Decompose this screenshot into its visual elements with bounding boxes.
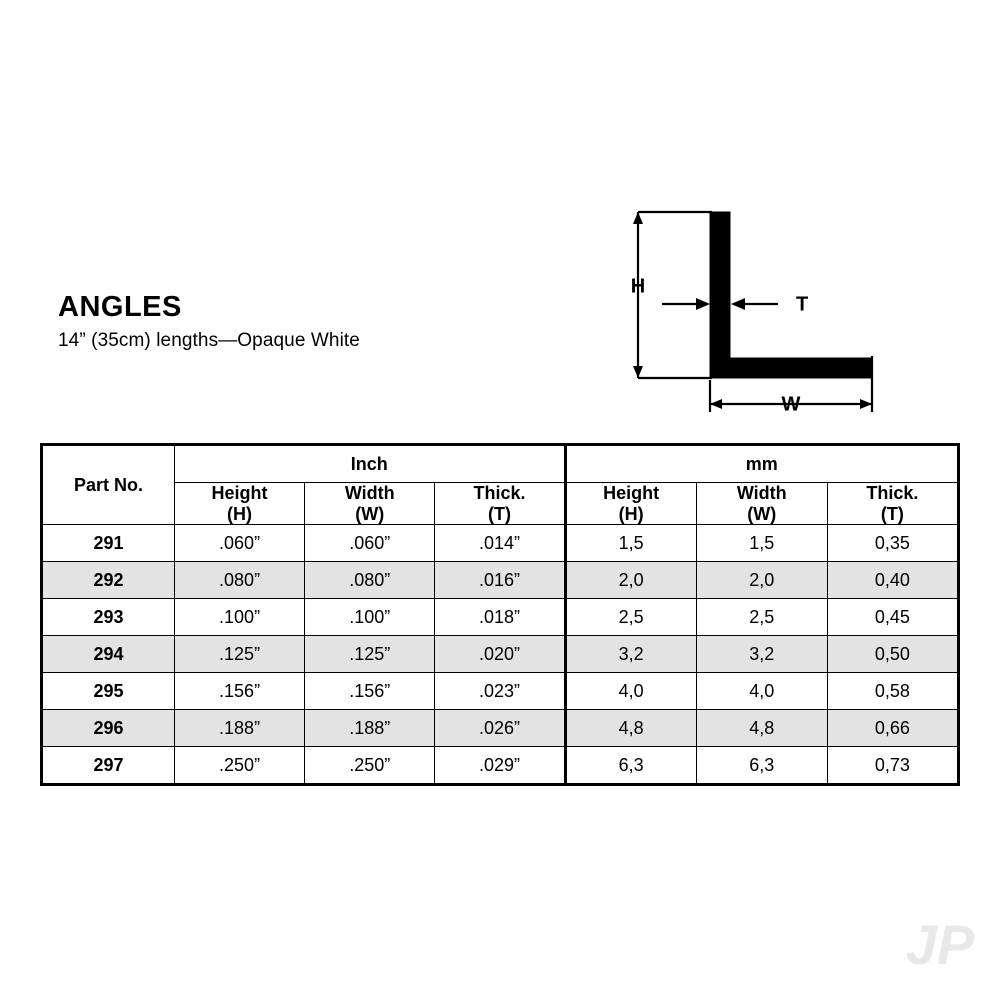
thickness-arrow-right-icon — [696, 298, 710, 310]
table-row — [42, 747, 959, 785]
cell-mm-height: 6,3 — [565, 747, 696, 785]
cell-mm-thickness: 0,50 — [827, 636, 958, 673]
col-header-inch-height-line1: Height — [211, 483, 268, 503]
cell-inch-height: .156” — [174, 673, 304, 710]
cell-inch-thickness: .023” — [435, 673, 565, 710]
cell-mm-height: 2,0 — [565, 562, 696, 599]
table-row — [42, 673, 959, 710]
specification-table — [40, 443, 960, 786]
table-column-header-row — [42, 483, 959, 525]
cell-inch-height: .080” — [174, 562, 304, 599]
jp-watermark-logo — [900, 912, 980, 982]
col-header-inch-thickness-line1: Thick. — [473, 483, 526, 503]
col-header-mm-height-line2: (H) — [618, 503, 644, 524]
width-label: W — [781, 393, 801, 416]
angle-profile-diagram — [600, 190, 900, 420]
cell-mm-width: 4,0 — [696, 673, 827, 710]
cell-inch-width: .125” — [305, 636, 435, 673]
col-header-inch-width — [305, 483, 435, 525]
cell-inch-width: .080” — [305, 562, 435, 599]
cell-inch-width: .156” — [305, 673, 435, 710]
col-header-inch-width-line2: (W) — [355, 503, 385, 524]
col-header-mm-thickness-line1: Thick. — [866, 483, 919, 503]
cell-mm-height: 3,2 — [565, 636, 696, 673]
cell-inch-thickness: .026” — [435, 710, 565, 747]
table-row — [42, 562, 959, 599]
cell-inch-thickness: .014” — [435, 525, 565, 562]
col-header-mm-width-line1: Width — [736, 483, 787, 503]
cell-part-no: 292 — [42, 562, 175, 599]
col-header-mm-width — [696, 483, 827, 525]
cell-inch-thickness: .018” — [435, 599, 565, 636]
cell-mm-thickness: 0,35 — [827, 525, 958, 562]
cell-mm-height: 2,5 — [565, 599, 696, 636]
angle-cross-section-shape — [710, 212, 872, 378]
col-header-inch-height-line2: (H) — [227, 503, 253, 524]
page-title: ANGLES — [58, 291, 182, 323]
cell-inch-height: .250” — [174, 747, 304, 785]
col-header-inch-width-line1: Width — [344, 483, 395, 503]
col-group-header-inch: Inch — [174, 445, 565, 483]
cell-inch-thickness: .020” — [435, 636, 565, 673]
col-header-inch-thickness — [435, 483, 565, 525]
cell-mm-thickness: 0,40 — [827, 562, 958, 599]
table-row — [42, 599, 959, 636]
col-header-part-no: Part No. — [42, 445, 175, 525]
cell-mm-width: 2,5 — [696, 599, 827, 636]
cell-inch-height: .100” — [174, 599, 304, 636]
cell-mm-width: 4,8 — [696, 710, 827, 747]
cell-mm-thickness: 0,73 — [827, 747, 958, 785]
col-header-mm-thickness-line2: (T) — [880, 503, 904, 524]
cell-part-no: 291 — [42, 525, 175, 562]
title-block — [58, 292, 578, 352]
col-header-mm-width-line2: (W) — [747, 503, 777, 524]
col-header-mm-height — [565, 483, 696, 525]
cell-mm-height: 1,5 — [565, 525, 696, 562]
cell-mm-height: 4,8 — [565, 710, 696, 747]
thickness-label: T — [796, 293, 809, 316]
cell-part-no: 295 — [42, 673, 175, 710]
cell-inch-width: .100” — [305, 599, 435, 636]
cell-inch-height: .060” — [174, 525, 304, 562]
col-header-inch-height — [174, 483, 304, 525]
table-body — [42, 525, 959, 785]
cell-inch-width: .060” — [305, 525, 435, 562]
jp-logo-icon — [900, 912, 980, 982]
thickness-arrow-left-icon — [731, 298, 745, 310]
cell-mm-thickness: 0,45 — [827, 599, 958, 636]
cell-inch-thickness: .016” — [435, 562, 565, 599]
width-arrow-left-icon — [710, 399, 722, 409]
cell-mm-width: 1,5 — [696, 525, 827, 562]
table-head — [42, 445, 959, 525]
table-group-header-row — [42, 445, 959, 483]
cell-part-no: 294 — [42, 636, 175, 673]
angle-profile-icon — [600, 190, 900, 420]
table-row — [42, 636, 959, 673]
cell-inch-width: .250” — [305, 747, 435, 785]
cell-mm-width: 6,3 — [696, 747, 827, 785]
page-subtitle: 14” (35cm) lengths—Opaque White — [58, 330, 360, 352]
height-label: H — [630, 275, 646, 298]
table-row — [42, 710, 959, 747]
height-arrow-up-icon — [633, 212, 643, 224]
cell-inch-width: .188” — [305, 710, 435, 747]
specification-table-container — [40, 443, 960, 786]
cell-part-no: 293 — [42, 599, 175, 636]
cell-mm-width: 3,2 — [696, 636, 827, 673]
cell-mm-height: 4,0 — [565, 673, 696, 710]
cell-inch-height: .125” — [174, 636, 304, 673]
cell-part-no: 297 — [42, 747, 175, 785]
jp-watermark-text: JP — [905, 913, 975, 976]
cell-inch-height: .188” — [174, 710, 304, 747]
cell-mm-thickness: 0,66 — [827, 710, 958, 747]
cell-mm-width: 2,0 — [696, 562, 827, 599]
col-header-inch-thickness-line2: (T) — [487, 503, 511, 524]
height-arrow-down-icon — [633, 366, 643, 378]
col-header-mm-height-line1: Height — [603, 483, 660, 503]
table-row — [42, 525, 959, 562]
col-group-header-mm: mm — [565, 445, 958, 483]
cell-inch-thickness: .029” — [435, 747, 565, 785]
cell-mm-thickness: 0,58 — [827, 673, 958, 710]
cell-part-no: 296 — [42, 710, 175, 747]
col-header-mm-thickness — [827, 483, 958, 525]
width-arrow-right-icon — [860, 399, 872, 409]
